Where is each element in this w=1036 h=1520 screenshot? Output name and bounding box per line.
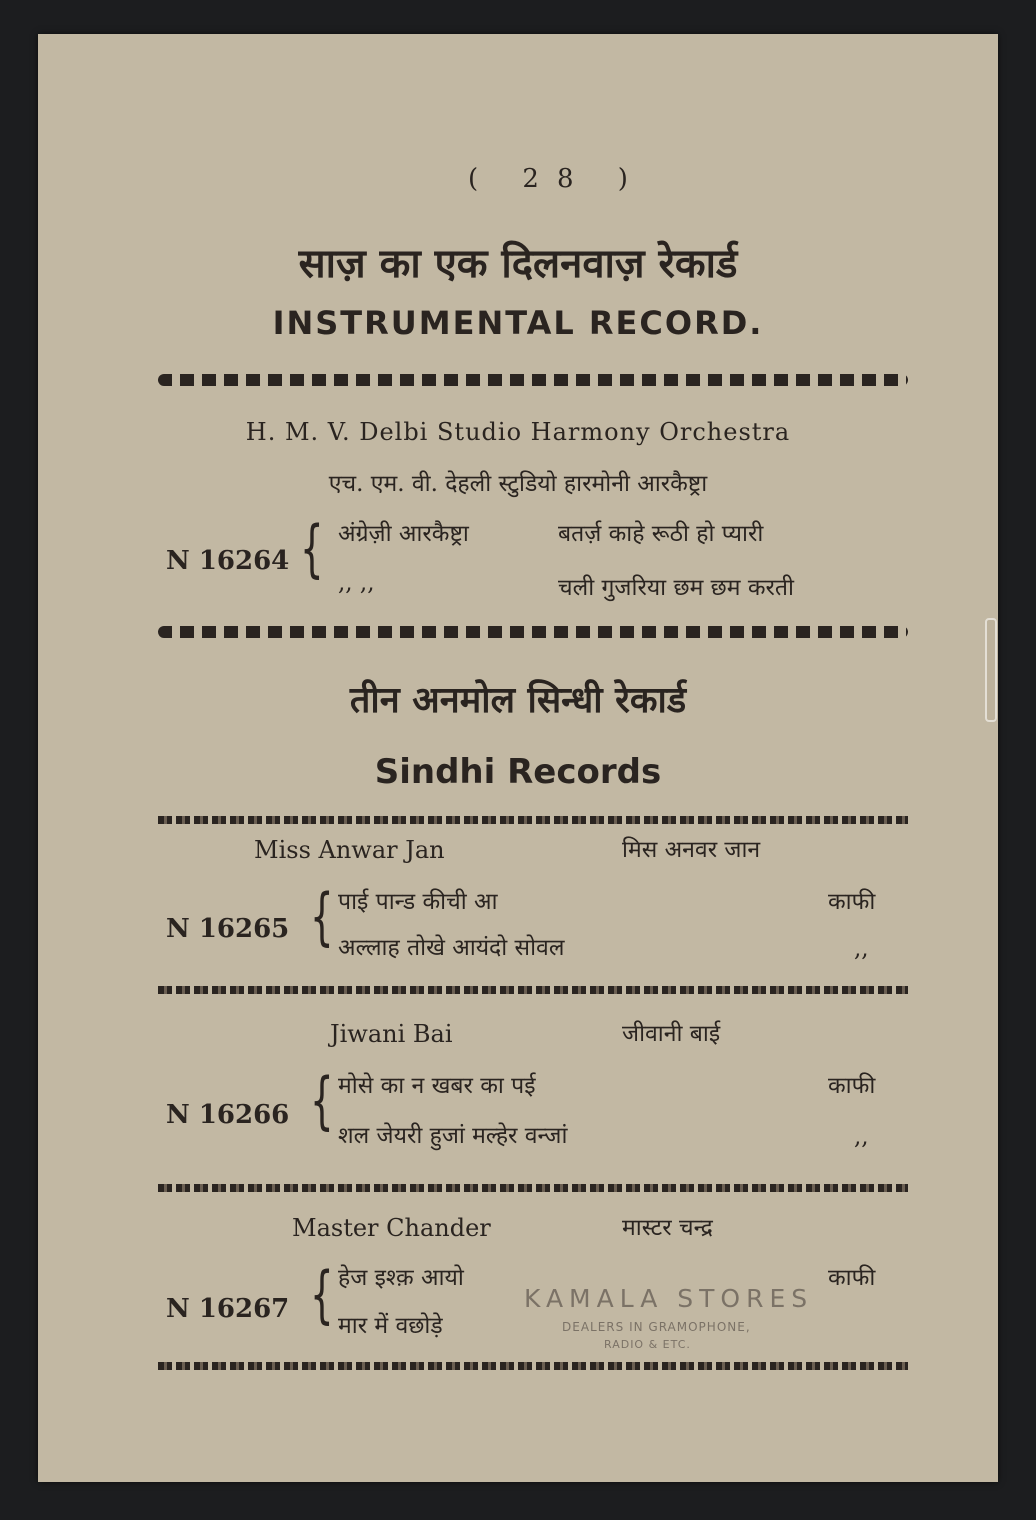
- track-style: ,,: [854, 1124, 869, 1150]
- artist-name-en: Jiwani Bai: [330, 1020, 453, 1048]
- track-title: मार में वछोड़े: [338, 1313, 443, 1339]
- track-title: शल जेयरी हुजां मल्हेर वन्जां: [338, 1123, 568, 1149]
- record-number: N 16264: [166, 546, 290, 576]
- track-title: पाई पान्ड कीची आ: [338, 889, 498, 915]
- brace: {: [310, 880, 334, 953]
- track-style: चली गुजरिया छम छम करती: [558, 575, 794, 601]
- artist-name-hi: जीवानी बाई: [622, 1021, 721, 1047]
- track-style: ,,: [854, 936, 869, 962]
- record-number: N 16265: [166, 914, 290, 944]
- brace: {: [310, 1064, 334, 1137]
- track-style: काफी: [828, 1073, 876, 1099]
- ornamental-divider: [158, 1184, 908, 1192]
- booklet-page: [38, 34, 998, 1482]
- artist-name-en: Master Chander: [292, 1214, 491, 1242]
- record-number: N 16266: [166, 1100, 290, 1130]
- dealer-stamp-line: RADIO & ETC.: [604, 1338, 691, 1351]
- brace: {: [310, 1258, 334, 1331]
- dealer-stamp-line: DEALERS IN GRAMOPHONE,: [562, 1320, 751, 1334]
- artist-name-en: Miss Anwar Jan: [254, 836, 445, 864]
- track-title: अल्लाह तोखे आयंदो सोवल: [338, 935, 565, 961]
- dealer-stamp: KAMALA STORES: [524, 1284, 814, 1313]
- track-title: हेज इश्क़ आयो: [338, 1265, 464, 1291]
- record-number: N 16267: [166, 1294, 290, 1324]
- artist-name-hi: मिस अनवर जान: [622, 837, 761, 863]
- sindhi-english-title: Sindhi Records: [374, 752, 662, 792]
- track-title: ,, ,,: [338, 570, 375, 596]
- track-style: बतर्ज़ काहे रूठी हो प्यारी: [558, 521, 764, 547]
- track-style: काफी: [828, 889, 876, 915]
- page-number: ( 28 ): [468, 164, 646, 194]
- staple: [985, 618, 997, 722]
- track-title: मोसे का न खबर का पई: [338, 1073, 536, 1099]
- instrumental-hindi-title: साज़ का एक दिलनवाज़ रेकार्ड: [298, 240, 738, 287]
- ornamental-divider: [158, 1362, 908, 1370]
- ornamental-divider: [158, 816, 908, 824]
- instrumental-artist-en: H. M. V. Delbi Studio Harmony Orchestra: [245, 418, 791, 446]
- track-style: काफी: [828, 1265, 876, 1291]
- artist-name-hi: मास्टर चन्द्र: [622, 1215, 713, 1241]
- sindhi-hindi-title: तीन अनमोल सिन्धी रेकार्ड: [349, 679, 687, 721]
- instrumental-artist-hi: एच. एम. वी. देहली स्टुडियो हारमोनी आरकैष्ट्रा: [328, 471, 708, 497]
- ornamental-divider: [158, 986, 908, 994]
- brace: {: [300, 512, 324, 585]
- ornamental-divider: [158, 374, 908, 386]
- track-title: अंग्रेज़ी आरकैष्ट्रा: [338, 521, 469, 547]
- instrumental-english-title: INSTRUMENTAL RECORD.: [272, 304, 764, 342]
- ornamental-divider: [158, 626, 908, 638]
